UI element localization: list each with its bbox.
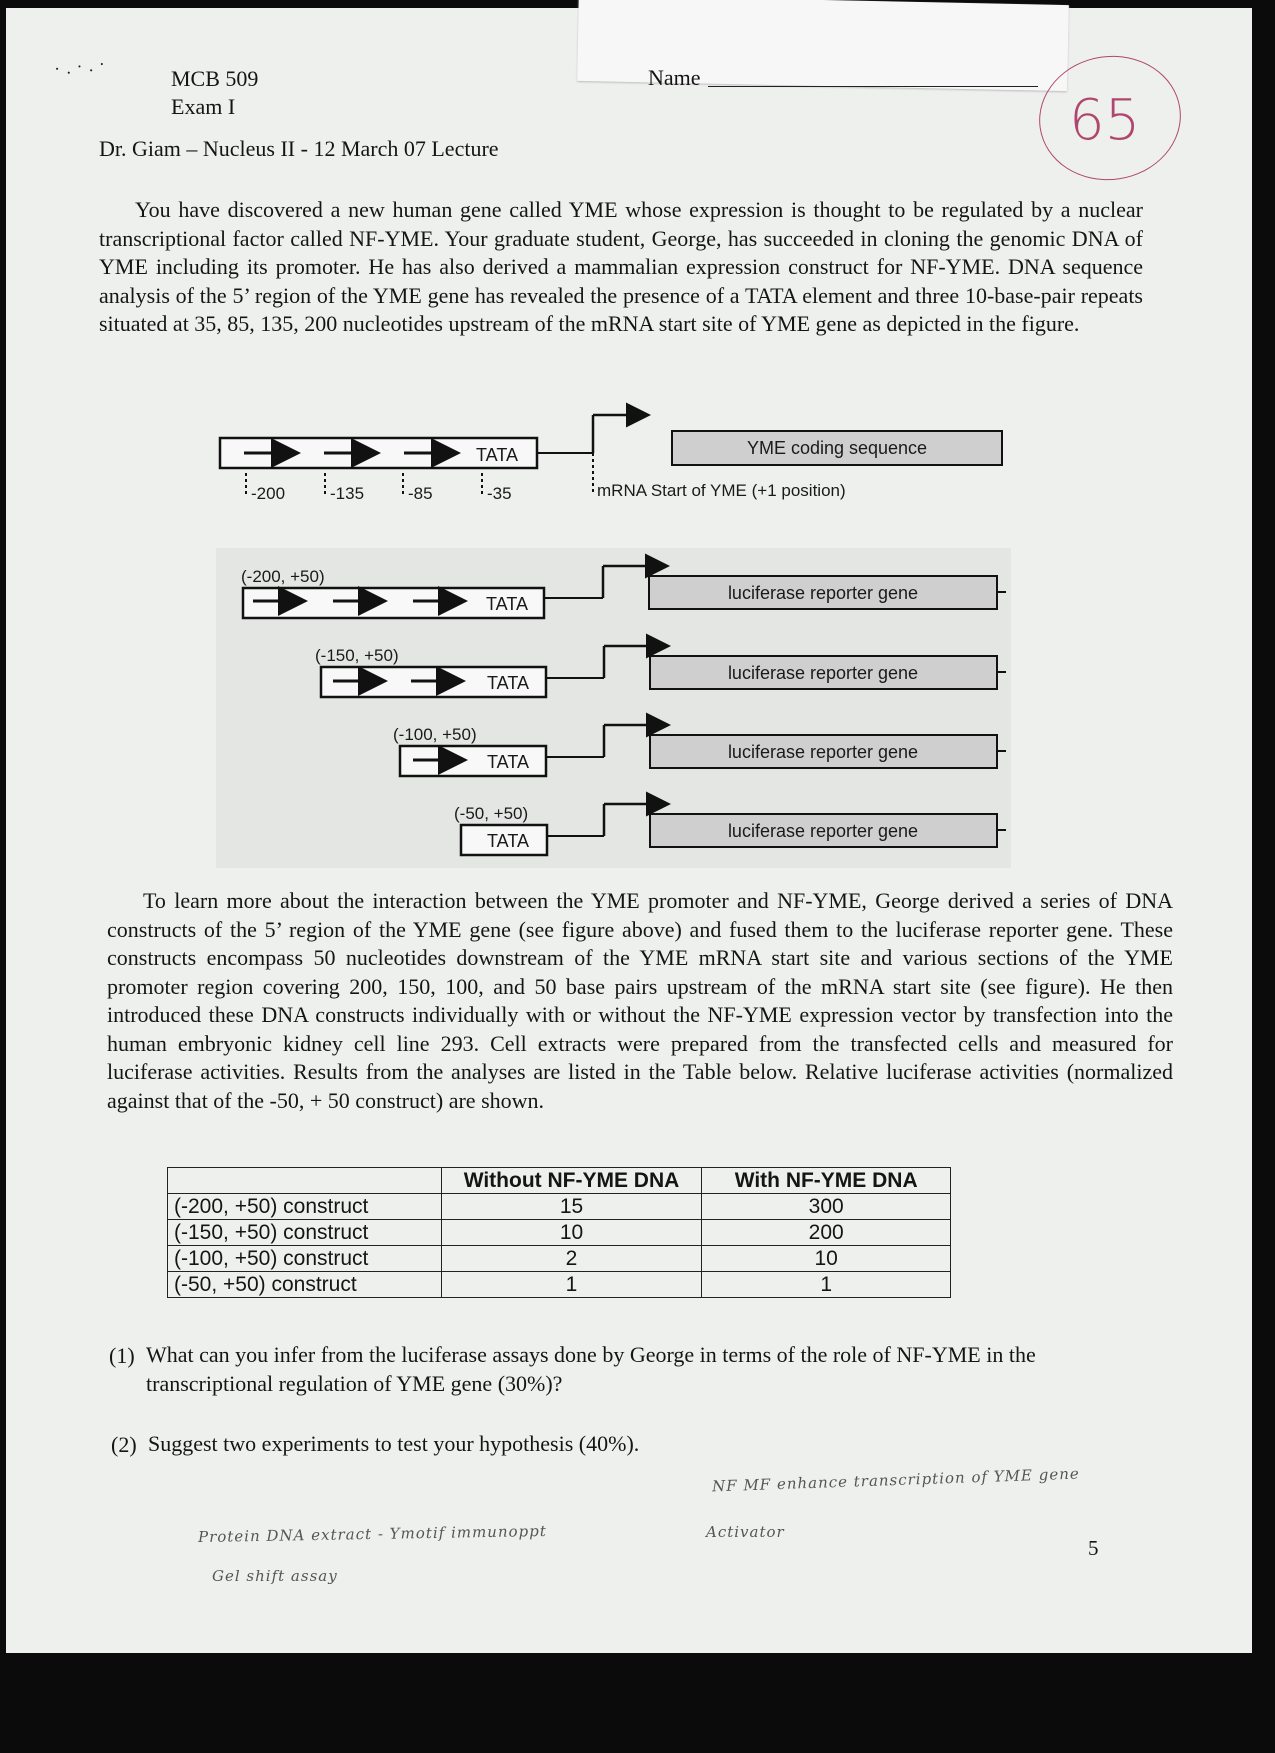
construct-label: (-200, +50) — [241, 567, 325, 586]
cell-without: 2 — [441, 1246, 702, 1272]
cell-without: 10 — [441, 1220, 702, 1246]
question-2-number: (2) — [111, 1432, 137, 1457]
construct-label: (-100, +50) — [393, 725, 477, 744]
reporter-label: luciferase reporter gene — [727, 663, 919, 683]
row-label: (-150, +50) construct — [168, 1220, 442, 1246]
question-1-text: What can you infer from the luciferase assays done by George in terms of the role of NF-YME in the — [146, 1342, 1036, 1367]
table-header-row — [168, 1168, 951, 1194]
name-label: Name — [648, 65, 701, 90]
reporter-label: luciferase reporter gene — [727, 583, 919, 603]
handwritten-answer: Protein DNA extract - Ymotif immunoppt — [197, 1521, 547, 1547]
cell-with: 10 — [702, 1246, 951, 1272]
row-label: (-100, +50) construct — [168, 1246, 442, 1272]
course-code: MCB 509 — [171, 66, 259, 91]
tata-label: TATA — [487, 831, 529, 851]
cell-without: 15 — [441, 1194, 702, 1220]
row-label: (-200, +50) construct — [168, 1194, 442, 1220]
exam-title: Exam I — [171, 94, 236, 119]
exam-page — [6, 8, 1252, 1653]
tata-label: TATA — [487, 673, 529, 693]
table-row — [168, 1220, 951, 1246]
position-label: -85 — [408, 484, 433, 503]
gene-diagram — [220, 415, 1002, 503]
cell-with: 200 — [702, 1220, 951, 1246]
question-1-text-cont: transcriptional regulation of YME gene (30%)? — [146, 1371, 563, 1396]
handwritten-answer: Gel shift assay — [212, 1567, 338, 1585]
cell-with: 300 — [702, 1194, 951, 1220]
reporter-label: luciferase reporter gene — [727, 742, 919, 762]
intro-paragraph-block — [99, 196, 1143, 339]
question-1-number: (1) — [109, 1343, 135, 1368]
intro-paragraph: You have discovered a new human gene called YME whose expression is thought to be regulated by a nuclear transcriptional factor called NF-YME. Your graduate student, George, has succeeded in cloning the genomic DNA of YME including its promoter. He has also derived a mammalian expression construct for NF-YME. DNA sequence analysis of the 5’ region of the YME gene has revealed the presence of a TATA element and three 10-base-pair repeats situated at 35, 85, 135, 200 nucleotides upstream of the mRNA start site of YME gene as depicted in the figure. — [99, 197, 1143, 336]
cell-without: 1 — [441, 1272, 702, 1298]
score: 65 — [1069, 88, 1141, 153]
table-row — [168, 1194, 951, 1220]
coding-sequence-label: YME coding sequence — [746, 438, 928, 458]
page-number: 5 — [1088, 1536, 1099, 1560]
methods-paragraph-block — [107, 887, 1173, 1115]
handwritten-answer: NF MF enhance transcription of YME gene — [711, 1464, 1080, 1496]
cell-with: 1 — [702, 1272, 951, 1298]
lecture-line: Dr. Giam – Nucleus II - 12 March 07 Lecture — [99, 136, 499, 161]
position-label: -35 — [487, 484, 512, 503]
position-label: -135 — [330, 484, 365, 503]
position-label: -200 — [251, 484, 286, 503]
results-table — [167, 1167, 951, 1298]
name-blank-line — [708, 86, 1038, 87]
stray-marks: ·.·.· — [53, 53, 112, 79]
question-2-text: Suggest two experiments to test your hypothesis (40%). — [148, 1431, 640, 1456]
table-header: Without NF-YME DNA — [441, 1168, 702, 1194]
promoter-figure — [206, 393, 1026, 873]
tata-label: TATA — [476, 445, 518, 465]
reporter-label: luciferase reporter gene — [727, 821, 919, 841]
table-row — [168, 1272, 951, 1298]
row-label: (-50, +50) construct — [168, 1272, 442, 1298]
handwritten-answer: Activator — [706, 1523, 785, 1541]
table-header — [168, 1168, 442, 1194]
construct-label: (-50, +50) — [454, 804, 529, 823]
construct-label: (-150, +50) — [315, 646, 399, 665]
table-header: With NF-YME DNA — [702, 1168, 951, 1194]
tata-label: TATA — [486, 594, 528, 614]
table-row — [168, 1246, 951, 1272]
mrna-start-label: mRNA Start of YME (+1 position) — [597, 481, 846, 500]
tata-label: TATA — [487, 752, 529, 772]
methods-paragraph: To learn more about the interaction between the YME promoter and NF-YME, George derived a series of DNA constructs of the 5’ region of the YME gene (see figure above) and fused them to the luciferase reporter gene. These constructs encompass 50 nucleotides downstream of the YME mRNA start site and various sections of the YME promoter region covering 200, 150, 100, and 50 base pairs upstream of the mRNA start site (see figure). He then introduced these DNA constructs individually with or without the NF-YME expression vector by transfection into the human embryonic kidney cell line 293. Cell extracts were prepared from the transfected cells and measured for luciferase activities. Results from the analyses are listed in the Table below. Relative luciferase activities (normalized against that of the -50, + 50 construct) are shown. — [107, 888, 1173, 1113]
